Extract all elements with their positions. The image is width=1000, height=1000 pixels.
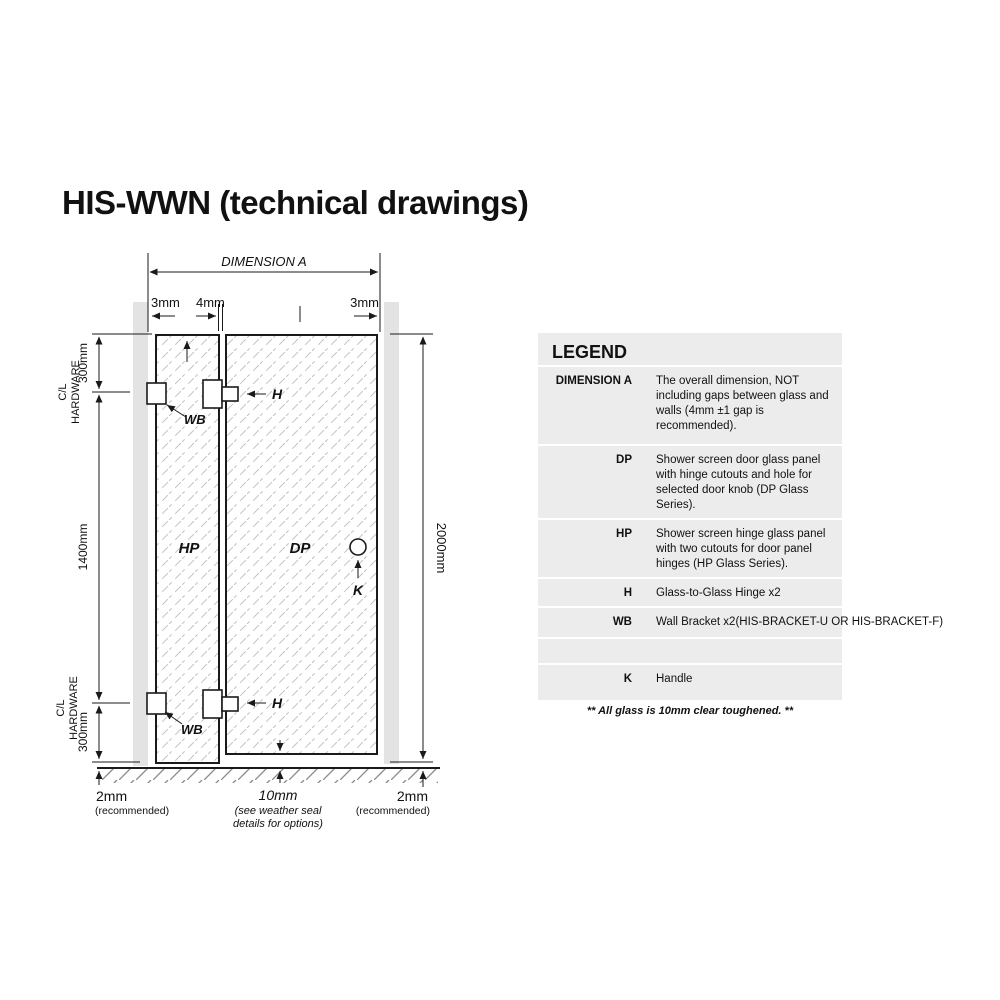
- dim-300-bottom-label: 300mm: [76, 711, 90, 753]
- legend-header: LEGEND: [538, 333, 842, 367]
- wall-bracket-top: [147, 383, 166, 404]
- legend-term: HP: [616, 528, 632, 540]
- legend-term: [538, 639, 642, 646]
- legend-desc: Wall Bracket x2(HIS-BRACKET-U OR HIS-BRACKET-F): [656, 616, 944, 628]
- dp-panel-label: DP: [289, 540, 311, 557]
- hinge-bottom-dp-side: [222, 697, 238, 711]
- legend-row-hp: [538, 520, 842, 579]
- wb-label-bottom: WB: [181, 722, 203, 737]
- wall-strip-right: [384, 302, 399, 764]
- legend-desc: Shower screen door glass panel with hinge cutouts and hole for selected door knob (DP Glass Series).: [656, 454, 821, 511]
- legend-term: WB: [612, 616, 632, 628]
- dim-300-top-label: 300mm: [76, 342, 90, 384]
- legend-row-dp: [538, 446, 842, 520]
- gap-left-label: 3mm: [151, 295, 180, 310]
- glass-footnote: ** All glass is 10mm clear toughened. **: [586, 705, 794, 717]
- cl-hardware-bottom-line1: C/L: [55, 699, 67, 717]
- hinge-top-dp-side: [222, 387, 238, 401]
- k-label: K: [352, 582, 364, 598]
- legend-desc: [656, 639, 836, 646]
- legend-row-k: [538, 665, 842, 700]
- top-gap-dimensions: [151, 295, 379, 331]
- floor-hatching: [100, 769, 438, 783]
- legend-row-dimension-a: [538, 367, 842, 446]
- legend-row-spacer: [538, 639, 842, 665]
- hinge-top-hp-side: [203, 380, 222, 408]
- legend-row-wb: [538, 608, 944, 639]
- legend-term: DP: [616, 454, 632, 466]
- bottom-center-gap-value: 10mm: [258, 787, 298, 803]
- bottom-right-gap-value: 2mm: [396, 788, 428, 804]
- legend-desc: The overall dimension, NOT including gaps between glass and walls (4mm ±1 gap is recommended).: [656, 375, 829, 432]
- bottom-center-gap-note2: details for options): [233, 818, 323, 830]
- legend-term: H: [623, 587, 632, 599]
- door-knob: [350, 539, 366, 555]
- bottom-left-gap-note: (recommended): [95, 805, 170, 817]
- hinge-bottom-hp-side: [203, 690, 222, 718]
- legend-term: K: [623, 673, 632, 685]
- legend-panel: [538, 333, 944, 700]
- page-title: HIS-WWN (technical drawings): [62, 184, 529, 221]
- bottom-right-gap-note: (recommended): [355, 805, 430, 817]
- bottom-left-gap-value: 2mm: [96, 788, 128, 804]
- legend-row-h: [538, 579, 842, 608]
- legend-desc: Handle: [656, 673, 693, 685]
- legend-desc: Shower screen hinge glass panel with two cutouts for door panel hinges (HP Glass Series).: [656, 528, 826, 570]
- dim-1400-label: 1400mm: [76, 523, 90, 571]
- gap-right-label: 3mm: [350, 295, 379, 310]
- legend-term: DIMENSION A: [555, 375, 632, 387]
- wall-bracket-bottom: [147, 693, 166, 714]
- gap-middle-label: 4mm: [196, 295, 225, 310]
- dimension-a-label: DIMENSION A: [221, 254, 307, 269]
- h-label-top: H: [272, 386, 283, 402]
- dim-2000-label: 2000mm: [434, 522, 449, 574]
- floor: [97, 768, 440, 783]
- wall-strip-left: [133, 302, 148, 766]
- cl-hardware-top-line2: HARDWARE: [70, 360, 82, 424]
- cl-hardware-top-line1: C/L: [57, 383, 69, 401]
- cl-hardware-bottom-line2: HARDWARE: [68, 676, 80, 740]
- bottom-annotations: [95, 787, 430, 830]
- bottom-center-gap-note1: (see weather seal: [234, 805, 322, 817]
- wb-label-top: WB: [184, 412, 206, 427]
- legend-desc: Glass-to-Glass Hinge x2: [656, 587, 781, 599]
- dimension-a: [148, 253, 380, 332]
- hp-panel-label: HP: [178, 540, 200, 557]
- h-label-bottom: H: [272, 695, 283, 711]
